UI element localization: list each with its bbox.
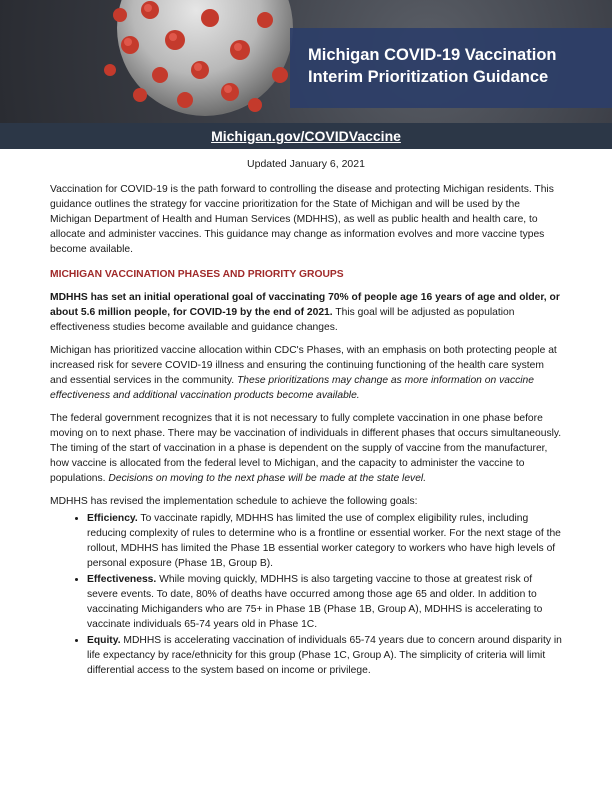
prioritized-italic-text: These prioritizations may change as more information on vaccine effectiveness and additional vaccination products become available. — [50, 375, 534, 401]
title-line-2: Interim Prioritization Guidance — [308, 68, 549, 86]
header-banner — [0, 0, 612, 123]
revised-paragraph: MDHHS has revised the implementation schedule to achieve the following goals: — [50, 496, 418, 507]
intro-paragraph: Vaccination for COVID-19 is the path forward to controlling the disease and protecting Michigan residents. This guidance outlines the strategy for vaccine prioritization for the State of Michigan and will be used by the Michigan Department of Health and Human Services (MDHHS), as well as public health and health care, to allocate and administer vaccines. This guidance may change as information evolves and more vaccine types become available. — [50, 184, 554, 255]
list-item-label: Efficiency. — [87, 513, 138, 524]
goal-bold-text: MDHHS has set an initial operational goal of vaccinating 70% of people age 16 years of age and older, or about 5.6 million people, for COVID-19 by the end of 2021. — [50, 292, 560, 318]
title-line-1: Michigan COVID-19 Vaccination — [308, 46, 557, 64]
coronavirus-illustration-icon — [0, 0, 300, 123]
list-item-effectiveness — [87, 572, 562, 632]
link-bar — [0, 123, 612, 149]
federal-italic-text: Decisions on moving to the next phase will be made at the state level. — [108, 473, 427, 484]
updated-date: Updated January 6, 2021 — [247, 158, 365, 170]
list-item-text: To vaccinate rapidly, MDHHS has limited the use of complex eligibility rules, including reducing complexity of rules to determine who is a frontline or essential worker. For the next stage of the rollout, MDHHS has limited the Phase 1B essential worker category to workers who have high levels of personal exposure (Phase 1B, Group B). — [87, 513, 561, 569]
section-heading: MICHIGAN VACCINATION PHASES AND PRIORITY GROUPS — [50, 269, 344, 280]
list-item-equity — [87, 633, 562, 678]
list-item-label: Effectiveness. — [87, 574, 157, 585]
list-item-efficiency — [87, 511, 562, 571]
prioritized-text: Michigan has prioritized vaccine allocation within CDC's Phases, with an emphasis on both protecting people at increased risk for severe COVID-19 illness and ensuring the continuing functioning of the health care system and essential services in the community. — [50, 345, 557, 386]
federal-text: The federal government recognizes that it is not necessary to fully complete vaccination in one phase before moving on to next phase. There may be vaccination of individuals in different phases that occurs simultaneously. The timing of the start of vaccination in a phase is dependent on the supply of vaccine from the manufacturer, how vaccine is allocated from the federal level to Michigan, and the capacity to administer the vaccine to populations. — [50, 413, 562, 484]
federal-paragraph — [50, 411, 562, 486]
goals-list — [50, 511, 562, 678]
list-item-label: Equity. — [87, 635, 121, 646]
list-item-text: MDHHS is accelerating vaccination of individuals 65-74 years due to concern around disparity in life expectancy by race/ethnicity for this group (Phase 1C, Group A). The simplicity of criteria will limit differential access to the system based on income or privilege. — [87, 635, 562, 676]
goal-rest-text: This goal will be adjusted as population effectiveness studies become available and guidance changes. — [50, 307, 515, 333]
document-body — [50, 182, 562, 679]
list-item-text: While moving quickly, MDHHS is also targeting vaccine to those at greatest risk of severe events. To date, 80% of deaths have occurred among those age 65 and older. In addition to vaccinating Michiganders who are 75+ in Phase 1B (Phase 1B, Group A), MDHHS is accelerating to vaccinate individuals 65-74 years old in Phase 1C. — [87, 574, 543, 630]
vaccine-website-link[interactable]: Michigan.gov/COVIDVaccine — [211, 128, 401, 144]
prioritized-paragraph — [50, 343, 562, 403]
goal-paragraph — [50, 290, 562, 335]
title-box — [290, 28, 612, 108]
